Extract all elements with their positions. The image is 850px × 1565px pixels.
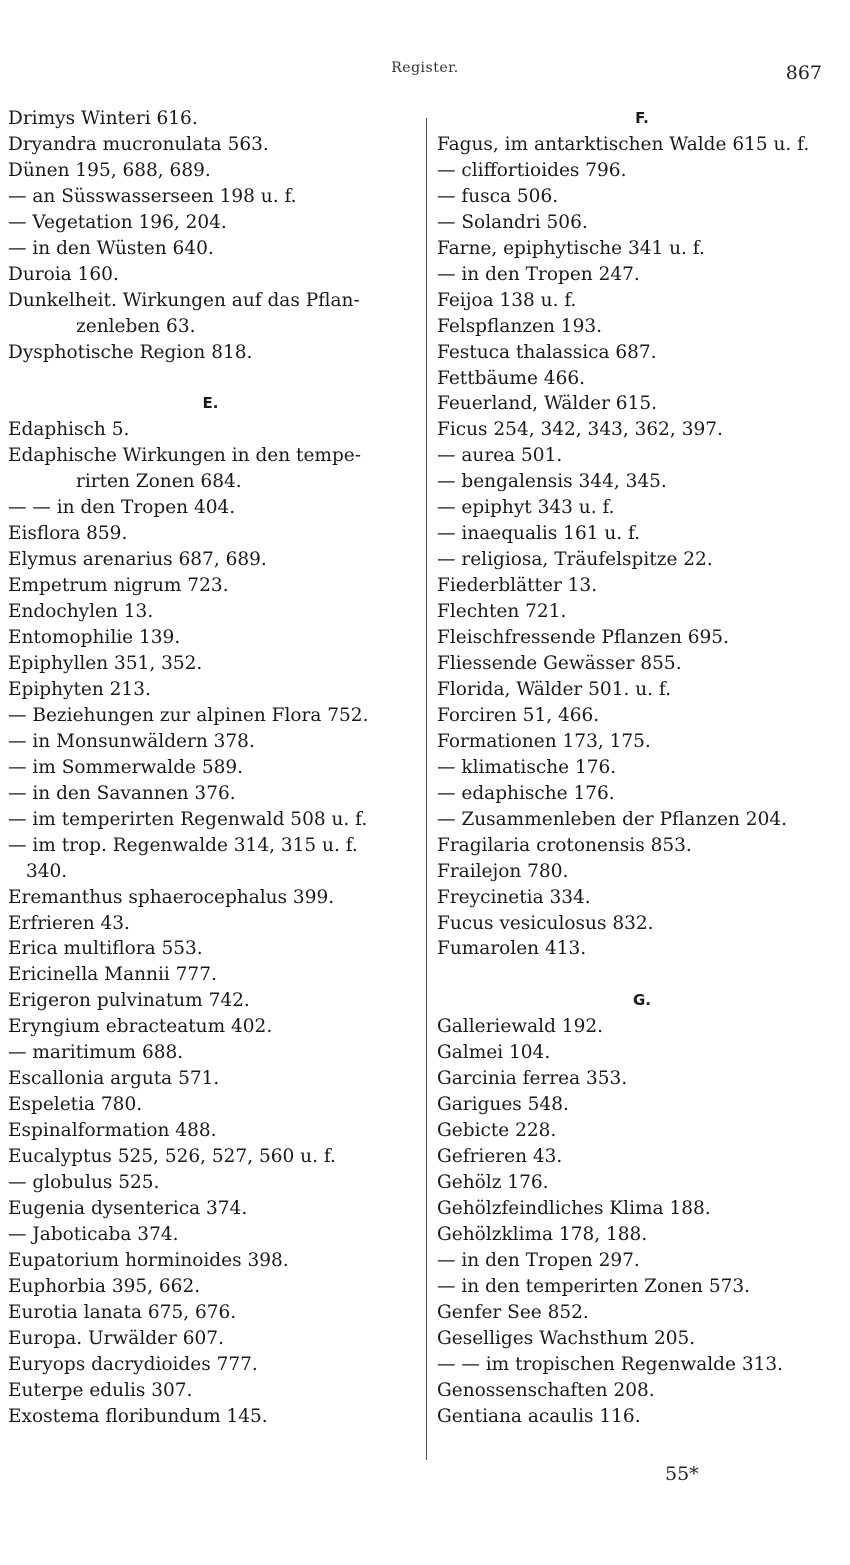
- index-entry: Euterpe edulis 307.: [8, 1379, 193, 1401]
- index-entry: Dysphotische Region 818.: [8, 341, 253, 363]
- index-entry: — in den Savannen 376.: [8, 782, 236, 804]
- index-entry: Garigues 548.: [437, 1094, 569, 1116]
- index-entry: Feijoa 138 u. f.: [437, 289, 577, 311]
- index-entry: — inaequalis 161 u. f.: [437, 523, 641, 545]
- index-entry: Fliessende Gewässer 855.: [437, 653, 682, 674]
- index-entry: Flechten 721.: [437, 601, 567, 623]
- index-entry: Epiphyllen 351, 352.: [8, 652, 203, 674]
- index-entry: Empetrum nigrum 723.: [8, 575, 229, 597]
- index-entry: Erigeron pulvinatum 742.: [8, 990, 250, 1012]
- index-entry: — — in den Tropen 404.: [8, 497, 236, 519]
- index-entry: Gehölzklima 178, 188.: [437, 1223, 648, 1245]
- index-entry: — edaphische 176.: [437, 782, 615, 804]
- index-entry: Farne, epiphytische 341 u. f.: [437, 237, 705, 259]
- running-title: Register.: [391, 60, 459, 76]
- index-entry: — Jaboticaba 374.: [8, 1223, 179, 1245]
- blank-line: [437, 962, 847, 988]
- index-entry: Feuerland, Wälder 615.: [437, 393, 658, 415]
- index-entry: Dryandra mucronulata 563.: [8, 133, 269, 155]
- index-entry-continuation: zenleben 63.: [76, 315, 196, 337]
- index-entry: Florida, Wälder 501. u. f.: [437, 678, 671, 700]
- index-entry: — bengalensis 344, 345.: [437, 471, 667, 493]
- index-entry-continuation: rirten Zonen 684.: [76, 471, 242, 493]
- index-entry: — in den Tropen 247.: [437, 263, 640, 285]
- index-entry: Dunkelheit. Wirkungen auf das Pflan-: [8, 289, 360, 311]
- index-entry: Ficus 254, 342, 343, 362, 397.: [437, 419, 723, 441]
- index-column-left: [8, 106, 413, 1430]
- index-entry: Garcinia ferrea 353.: [437, 1068, 628, 1090]
- index-entry: Genfer See 852.: [437, 1301, 589, 1323]
- index-entry: — im Sommerwalde 589.: [8, 756, 244, 778]
- index-entry: Dünen 195, 688, 689.: [8, 159, 211, 181]
- index-entry: Espinalformation 488.: [8, 1120, 217, 1142]
- index-entry: Eugenia dysenterica 374.: [8, 1198, 248, 1219]
- index-entry: Eremanthus sphaerocephalus 399.: [8, 886, 335, 908]
- index-entry: Genossenschaften 208.: [437, 1379, 655, 1401]
- index-entry: Eryngium ebracteatum 402.: [8, 1016, 273, 1038]
- index-entry: Entomophilie 139.: [8, 627, 181, 649]
- index-entry: Eupatorium horminoides 398.: [8, 1249, 289, 1271]
- signature-mark: 55*: [665, 1463, 699, 1485]
- index-entry: Euphorbia 395, 662.: [8, 1275, 201, 1297]
- index-column-right: [437, 106, 847, 1430]
- section-letter-heading: E.: [202, 394, 219, 413]
- index-entry: Duroia 160.: [8, 263, 119, 285]
- index-entry: Epiphyten 213.: [8, 678, 151, 700]
- index-entry: Gebicte 228.: [437, 1120, 557, 1142]
- index-entry: Erfrieren 43.: [8, 912, 130, 934]
- index-entry: Exostema floribundum 145.: [8, 1405, 268, 1427]
- index-entry: — aurea 501.: [437, 445, 563, 467]
- index-entry: Fleischfressende Pflanzen 695.: [437, 627, 729, 649]
- index-entry: — cliffortioides 796.: [437, 159, 627, 181]
- index-entry: — Beziehungen zur alpinen Flora 752.: [8, 704, 369, 726]
- index-entry: Eisflora 859.: [8, 523, 128, 545]
- index-entry: Gehölzfeindliches Klima 188.: [437, 1197, 711, 1219]
- index-entry: — an Süsswasserseen 198 u. f.: [8, 185, 297, 207]
- index-entry: Gehölz 176.: [437, 1172, 549, 1194]
- index-entry-continuation: 340.: [26, 860, 68, 882]
- index-entry: Euryops dacrydioides 777.: [8, 1353, 258, 1375]
- index-entry: — im temperirten Regenwald 508 u. f.: [8, 808, 368, 830]
- index-entry: — Vegetation 196, 204.: [8, 211, 227, 233]
- index-entry: Freycinetia 334.: [437, 886, 591, 908]
- index-entry: Eucalyptus 525, 526, 527, 560 u. f.: [8, 1146, 336, 1168]
- column-divider: [426, 118, 427, 1460]
- index-entry: Gentiana acaulis 116.: [437, 1405, 641, 1427]
- index-entry: Edaphisch 5.: [8, 419, 130, 441]
- index-entry: Fiederblätter 13.: [437, 575, 598, 597]
- index-entry: Fagus, im antarktischen Walde 615 u. f.: [437, 133, 810, 155]
- section-letter-heading: G.: [632, 991, 651, 1010]
- index-entry: Festuca thalassica 687.: [437, 341, 657, 363]
- index-entry: — — im tropischen Regenwalde 313.: [437, 1353, 784, 1375]
- index-entry: Felspflanzen 193.: [437, 315, 602, 337]
- index-entry: Forciren 51, 466.: [437, 704, 600, 726]
- index-entry: Frailejon 780.: [437, 860, 569, 882]
- index-entry: — im trop. Regenwalde 314, 315 u. f.: [8, 834, 358, 856]
- index-entry: — klimatische 176.: [437, 756, 617, 778]
- index-entry: Fragilaria crotonensis 853.: [437, 834, 692, 856]
- index-entry: — in den Tropen 297.: [437, 1249, 640, 1271]
- index-entry: Espeletia 780.: [8, 1094, 143, 1116]
- section-letter-heading: F.: [635, 109, 649, 127]
- index-entry: Fucus vesiculosus 832.: [437, 912, 654, 934]
- index-entry: Escallonia arguta 571.: [8, 1068, 220, 1090]
- index-entry: — epiphyt 343 u. f.: [437, 497, 615, 519]
- index-entry: — in den Wüsten 640.: [8, 237, 214, 259]
- index-entry: — Solandri 506.: [437, 211, 588, 233]
- index-entry: Erica multiflora 553.: [8, 938, 203, 960]
- index-entry: Elymus arenarius 687, 689.: [8, 549, 267, 571]
- index-entry: — Zusammenleben der Pflanzen 204.: [437, 808, 788, 830]
- index-entry: Galmei 104.: [437, 1042, 551, 1064]
- index-entry: Edaphische Wirkungen in den tempe-: [8, 445, 361, 467]
- index-entry: Gefrieren 43.: [437, 1146, 563, 1168]
- index-entry: — in den temperirten Zonen 573.: [437, 1275, 751, 1297]
- index-entry: Ericinella Mannii 777.: [8, 964, 217, 986]
- index-entry: — religiosa, Träufelspitze 22.: [437, 549, 713, 571]
- index-entry: Galleriewald 192.: [437, 1016, 603, 1038]
- index-entry: Fumarolen 413.: [437, 938, 587, 960]
- index-entry: Fettbäume 466.: [437, 367, 585, 389]
- page-number: 867: [785, 62, 822, 84]
- blank-line: [8, 366, 413, 392]
- index-entry: Endochylen 13.: [8, 601, 154, 623]
- index-entry: — in Monsunwäldern 378.: [8, 730, 255, 752]
- index-entry: — fusca 506.: [437, 185, 559, 207]
- index-entry: Formationen 173, 175.: [437, 730, 651, 752]
- index-entry: — globulus 525.: [8, 1172, 160, 1194]
- index-entry: Eurotia lanata 675, 676.: [8, 1301, 237, 1323]
- index-entry: Drimys Winteri 616.: [8, 108, 198, 129]
- index-entry: Europa. Urwälder 607.: [8, 1327, 224, 1349]
- index-entry: Geselliges Wachsthum 205.: [437, 1327, 696, 1349]
- index-entry: — maritimum 688.: [8, 1042, 184, 1064]
